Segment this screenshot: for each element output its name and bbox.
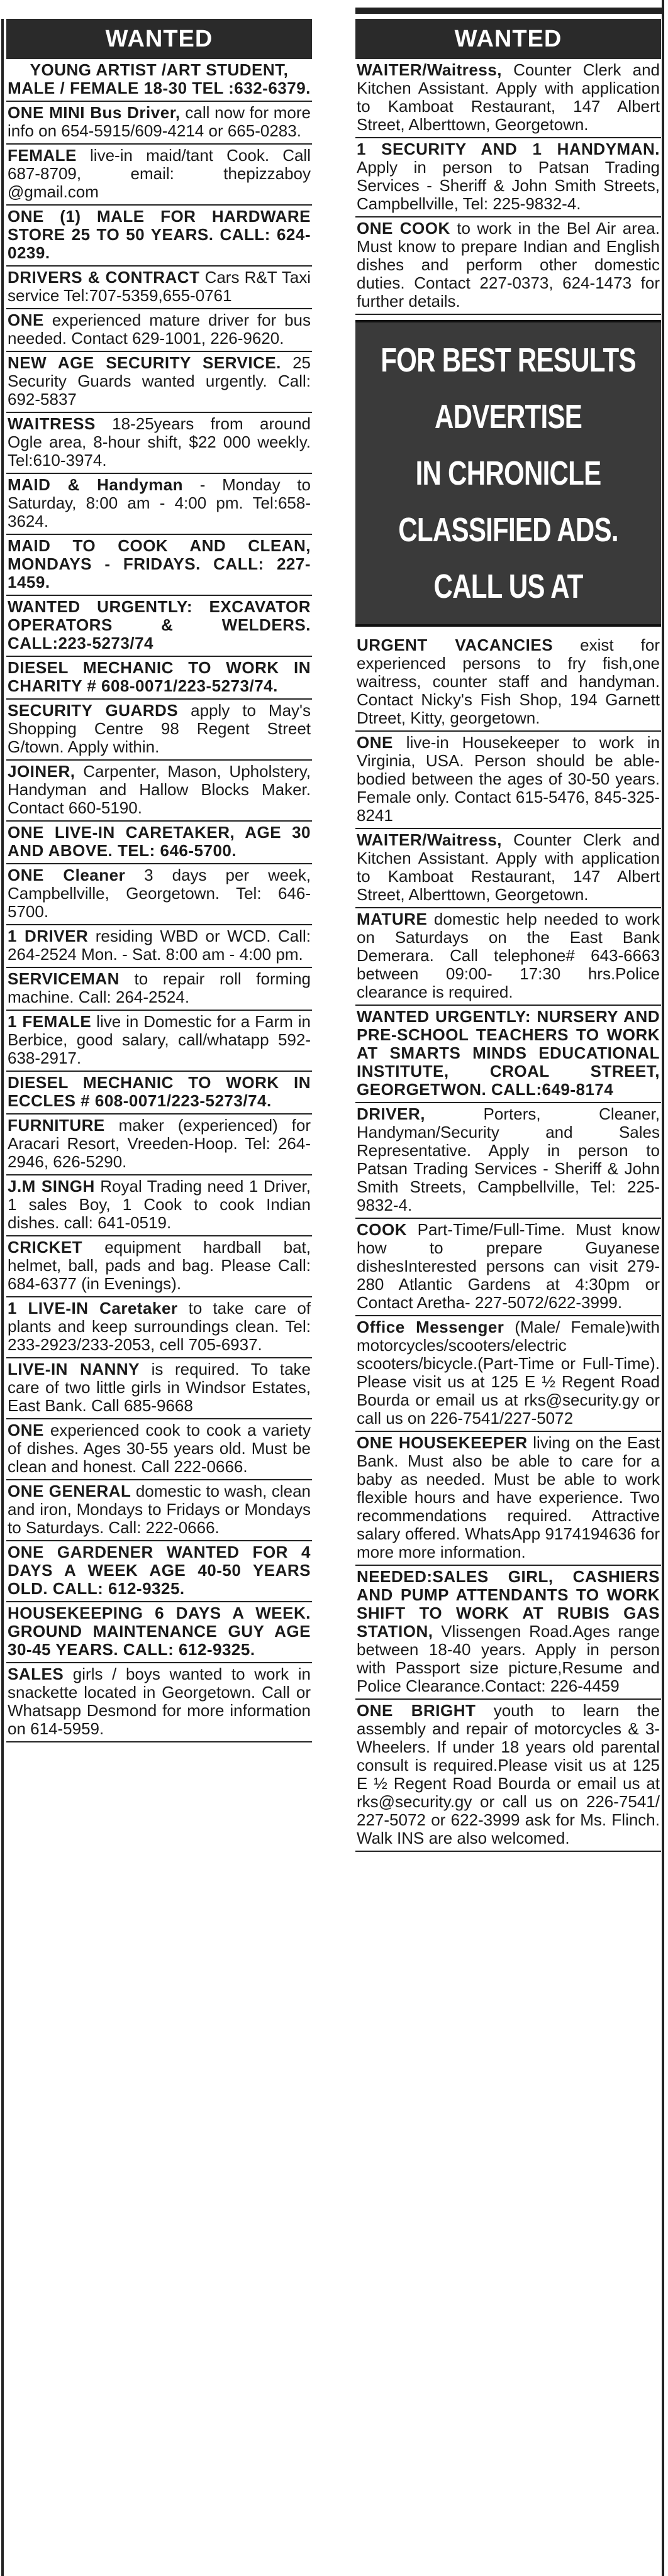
- ad-lead: ONE: [357, 733, 393, 752]
- classified-ad: [355, 732, 661, 829]
- top-rule: [355, 8, 662, 14]
- classified-ad: [6, 59, 312, 102]
- classified-ad: [355, 1219, 661, 1316]
- ad-lead: ONE Cleaner: [8, 866, 126, 884]
- ad-body: live in Domestic for a Farm in Berbice, good salary, call/whatapp 592-638-2917.: [8, 1012, 311, 1067]
- ad-body: domestic to wash, clean and iron, Mondays to Fridays or Mondays to Saturdays. Call: 222-0666.: [8, 1482, 311, 1537]
- ad-lead: ONE LIVE-IN CARETAKER, AGE 30 AND ABOVE. TEL: 646-5700.: [8, 823, 311, 860]
- ad-lead: ONE: [8, 311, 44, 329]
- classified-ad: [355, 908, 661, 1006]
- ad-body: live-in Housekeeper to work in Virginia, USA. Person should be able-bodied between the ages of 30-50 years. Female only. Contact 615-5476, 845-325-8241: [357, 733, 660, 825]
- ad-lead: NEW AGE SECURITY SERVICE.: [8, 353, 281, 372]
- ad-lead: ONE BRIGHT: [357, 1701, 476, 1720]
- ad-body: Apply in person to Patsan Trading Services - Sheriff & John Smith Streets, Campbellville, Tel: 225-9832-4.: [357, 158, 660, 213]
- left-page-rule: [1, 19, 4, 2576]
- ad-body: Counter Clerk and Kitchen Assistant. Apply with application to Kamboat Restaurant, 147 Albert Street, Alberttown, Georgetown.: [357, 60, 660, 134]
- ad-lead: ONE GARDENER WANTED FOR 4 DAYS A WEEK AGE 40-50 YEARS OLD. CALL: 612-9325.: [8, 1543, 311, 1598]
- right-column-header: WANTED: [355, 19, 661, 59]
- classified-ad: [6, 864, 312, 925]
- ad-lead: MATURE: [357, 910, 428, 928]
- classified-ad: [6, 1358, 312, 1419]
- ad-body: 25 Security Guards wanted urgently. Call: 692-5837: [8, 353, 311, 409]
- classified-ad: [6, 1297, 312, 1358]
- ad-body: youth to learn the assembly and repair of motorcycles & 3-Wheelers. If under 18 years old parental consult is required.Please visit us at 125 E ½ Regent Road Bourda or email us at rks@security.gy or call us on 226-7541/ 227-5072 or 622-3999 ask for Ms. Flinch. Walk INS are also welcomed.: [357, 1701, 660, 1847]
- ad-lead: WAITER/Waitress,: [357, 830, 502, 849]
- ad-body: experienced mature driver for bus needed. Contact 629-1001, 226-9620.: [8, 311, 311, 348]
- ad-lead: MAID & Handyman: [8, 475, 184, 494]
- classified-ad: [6, 968, 312, 1011]
- left-column-header: WANTED: [6, 19, 312, 59]
- ad-lead: HOUSEKEEPING 6 DAYS A WEEK. GROUND MAINTENANCE GUY AGE 30-45 YEARS. CALL: 612-9325.: [8, 1604, 311, 1659]
- classified-ad: [6, 1541, 312, 1602]
- promo-line: FOR BEST RESULTS: [381, 341, 636, 379]
- ad-lead: SERVICEMAN: [8, 969, 120, 988]
- classified-ad: [6, 925, 312, 968]
- ad-lead: J.M SINGH: [8, 1177, 95, 1196]
- ad-lead: WANTED URGENTLY: EXCAVATOR OPERATORS & WELDERS. CALL:223-5273/74: [8, 597, 311, 652]
- ad-body: to work in the Bel Air area. Must know to prepare Indian and English dishes and perform other domestic duties. Contact 227-0373, 624-1473 for further details.: [357, 219, 660, 311]
- ad-body: Carpenter, Mason, Upholstery, Handyman and Hallow Blocks Maker. Contact 660-5190.: [8, 762, 311, 817]
- ad-body: maker (experienced) for Aracari Resort, Vreeden-Hoop. Tel: 264-2946, 626-5290.: [8, 1116, 311, 1171]
- ad-body: Royal Trading need 1 Driver, 1 sales Boy, 1 Cook to cook Indian dishes. call: 641-0519.: [8, 1177, 311, 1232]
- ad-lead: ONE GENERAL: [8, 1482, 131, 1500]
- right-column: [355, 19, 661, 1852]
- ad-lead: WANTED URGENTLY: NURSERY AND PRE-SCHOOL TEACHERS TO WORK AT SMARTS MINDS EDUCATIONAL INSTITUTE, CROAL STREET, GEORGETWON. CALL:649-8174: [357, 1007, 660, 1099]
- classified-ad: [6, 1236, 312, 1297]
- promo-line: IN CHRONICLE: [415, 454, 601, 492]
- classified-ad: [355, 1566, 661, 1700]
- promo-line: ADVERTISE: [434, 398, 582, 436]
- classified-ad: [355, 634, 661, 732]
- ad-lead: DIESEL MECHANIC TO WORK IN ECCLES # 608-0071/223-5273/74.: [8, 1073, 311, 1110]
- classified-ad: [6, 1419, 312, 1480]
- classified-ad: [6, 596, 312, 657]
- ad-lead: SECURITY GUARDS: [8, 701, 179, 720]
- ad-lead: MAID TO COOK AND CLEAN, MONDAYS - FRIDAYS. CALL: 227-1459.: [8, 536, 311, 592]
- classified-ad: [355, 1316, 661, 1432]
- classified-ad: [6, 700, 312, 761]
- ad-lead: WAITRESS: [8, 414, 96, 433]
- ad-lead: 1 DRIVER: [8, 927, 89, 945]
- classified-ad: [6, 1175, 312, 1236]
- classified-ad: [6, 1072, 312, 1115]
- ad-body: exist for experienced persons to fry fish,one waitress, counter staff and handyman. Contact Nicky's Fish Shop, 194 Garnett Dtreet, Kitty, georgetown.: [357, 636, 660, 727]
- ad-body: live-in maid/tant Cook. Call 687-8709, email: thepizzaboy @gmail.com: [8, 146, 311, 201]
- ad-lead: COOK: [357, 1220, 407, 1239]
- ad-body: to repair roll forming machine. Call: 264-2524.: [8, 969, 311, 1006]
- classified-ad: [355, 829, 661, 908]
- ad-body: 18-25years from around Ogle area, 8-hour shift, $22 000 weekly. Tel:610-3974.: [8, 414, 311, 470]
- ad-body: - Monday to Saturday, 8:00 am - 4:00 pm. Tel:658-3624.: [8, 475, 311, 531]
- ad-lead: YOUNG ARTIST /ART STUDENT, MALE / FEMALE 18-30 TEL :632-6379.: [8, 60, 311, 97]
- ad-lead: URGENT VACANCIES: [357, 636, 554, 654]
- classified-ad: [6, 657, 312, 700]
- ad-lead: CRICKET: [8, 1238, 83, 1257]
- ad-lead: ONE (1) MALE FOR HARDWARE STORE 25 TO 50 YEARS. CALL: 624-0239.: [8, 207, 311, 262]
- classified-ad: [6, 206, 312, 267]
- classified-ad: [6, 474, 312, 535]
- classified-ad: [6, 535, 312, 596]
- classified-ad: [6, 309, 312, 352]
- ad-lead: Office Messenger: [357, 1318, 504, 1336]
- ad-body: equipment hardball bat, helmet, ball, pads and bag. Please Call: 684-6377 (in Evenings).: [8, 1238, 311, 1293]
- ad-body: 3 days per week, Campbellville, Georgetown. Tel: 646-5700.: [8, 866, 311, 921]
- classified-ad: [6, 1115, 312, 1175]
- right-ads-list-bottom: [355, 634, 661, 1852]
- ad-body: Vlissengen Road.Ages range between 18-40 years. Apply in person with Passport size picture,Resume and Police Clearance.Contact: 226-4459: [357, 1622, 660, 1695]
- ad-body: experienced cook to cook a variety of dishes. Ages 30-55 years old. Must be clean and honest. Call 222-0666.: [8, 1421, 311, 1476]
- ad-lead: NEEDED:SALES GIRL, CASHIERS AND PUMP ATTENDANTS TO WORK SHIFT TO WORK AT RUBIS GAS STATION,: [357, 1567, 660, 1641]
- ad-body: (Male/ Female)with motorcycles/scooters/electric scooters/bicycle.(Part-Time or Full-Time). Please visit us at 125 E ½ Regent Road Bourda or email us at rks@security.gy or call us on 226-7541/227-5072: [357, 1318, 660, 1428]
- promo-line: CALL US AT: [433, 568, 583, 605]
- classified-ad: [6, 761, 312, 822]
- classified-ad: [355, 138, 661, 217]
- chronicle-promo-banner: [355, 320, 661, 627]
- left-ads-list: [6, 59, 312, 1742]
- ad-lead: FURNITURE: [8, 1116, 105, 1135]
- classified-ad: [355, 1700, 661, 1852]
- classified-ad: [6, 145, 312, 206]
- ad-lead: JOINER,: [8, 762, 75, 781]
- ad-lead: 1 LIVE-IN Caretaker: [8, 1299, 178, 1318]
- ad-lead: FEMALE: [8, 146, 77, 165]
- left-column: [6, 19, 312, 1742]
- ad-lead: ONE: [8, 1421, 44, 1439]
- ad-body: Porters, Cleaner, Handyman/Security and Sales Representative. Apply in person to Patsan Trading Services - Sheriff & John Smith Streets, Campbellville, Tel: 225-9832-4.: [357, 1104, 660, 1214]
- right-page-rule: [662, 0, 664, 2576]
- ad-lead: 1 FEMALE: [8, 1012, 92, 1031]
- classified-ad: [355, 1006, 661, 1103]
- ad-body: girls / boys wanted to work in snackette located in Georgetown. Call or Whatsapp Desmond for more information on 614-5959.: [8, 1665, 311, 1738]
- ad-body: living on the East Bank. Must also be able to care for a baby as needed. Must be able to work flexible hours and have experience. Two recommendations required. Attractive salary offered. WhatsApp 9174194636 for more more information.: [357, 1433, 660, 1561]
- classified-ad: [355, 59, 661, 138]
- promo-line: CLASSIFIED ADS.: [398, 511, 618, 549]
- classified-ad: [6, 352, 312, 413]
- right-ads-list-top: [355, 59, 661, 315]
- ad-lead: DRIVERS & CONTRACT: [8, 268, 200, 287]
- ad-lead: LIVE-IN NANNY: [8, 1360, 140, 1379]
- classified-ad: [6, 1480, 312, 1541]
- ad-lead: ONE MINI Bus Driver,: [8, 103, 181, 122]
- ad-body: domestic help needed to work on Saturdays on the East Bank Demerara. Call telephone# 643-6663 between 09:00- 17:30 hrs.Police clearance is required.: [357, 910, 660, 1001]
- classified-ad: [6, 102, 312, 145]
- classified-ad: [6, 1011, 312, 1072]
- ad-body: Part-Time/Full-Time. Must know how to prepare Guyanese dishesInterested persons can visit 279-280 Atlantic Gardens at 4:30pm or Contact Aretha- 227-5072/622-3999.: [357, 1220, 660, 1312]
- ad-body: Cars R&T Taxi service Tel:707-5359,655-0761: [8, 268, 311, 305]
- classified-ad: [6, 1602, 312, 1663]
- classified-ad: [6, 413, 312, 474]
- classified-ad: [6, 267, 312, 309]
- classified-ad: [6, 822, 312, 864]
- ad-lead: SALES: [8, 1665, 64, 1683]
- ad-lead: 1 SECURITY AND 1 HANDYMAN.: [357, 140, 660, 158]
- ad-body: to take care of plants and keep surroundings clean. Tel: 233-2923/233-2053, cell 705-6937.: [8, 1299, 311, 1354]
- ad-lead: WAITER/Waitress,: [357, 60, 502, 79]
- ad-body: Counter Clerk and Kitchen Assistant. Apply with application to Kamboat Restaurant, 147 Albert Street, Alberttown, Georgetown.: [357, 830, 660, 904]
- ad-lead: DRIVER,: [357, 1104, 425, 1123]
- ad-body: call now for more info on 654-5915/609-4214 or 665-0283.: [8, 103, 311, 140]
- classified-ad: [355, 1103, 661, 1219]
- classified-ad: [355, 217, 661, 315]
- ad-body: residing WBD or WCD. Call: 264-2524 Mon. - Sat. 8:00 am - 4:00 pm.: [8, 927, 311, 964]
- ad-body: apply to May's Shopping Centre 98 Regent Street G/town. Apply within.: [8, 701, 311, 756]
- ad-lead: DIESEL MECHANIC TO WORK IN CHARITY # 608-0071/223-5273/74.: [8, 658, 311, 695]
- ad-body: is required. To take care of two little girls in Windsor Estates, East Bank. Call 685-9668: [8, 1360, 311, 1415]
- ad-lead: ONE HOUSEKEEPER: [357, 1433, 528, 1452]
- classified-ad: [355, 1432, 661, 1566]
- classified-ad: [6, 1663, 312, 1742]
- ad-lead: ONE COOK: [357, 219, 450, 238]
